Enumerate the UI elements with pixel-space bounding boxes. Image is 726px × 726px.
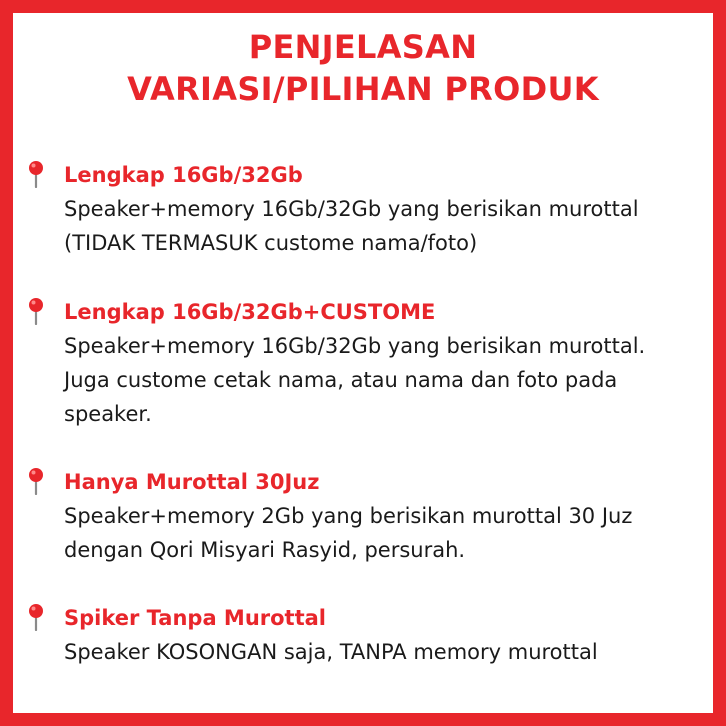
pushpin-icon [26,160,46,188]
description-line: (TIDAK TERMASUK custome nama/foto) [64,231,478,255]
item-description [64,192,639,260]
item-title: Spiker Tanpa Murottal [64,606,326,630]
item-description [64,635,598,669]
pushpin-icon [26,603,46,631]
description-line: Speaker+memory 16Gb/32Gb yang berisikan murottal [64,197,639,221]
pushpin-icon [26,467,46,495]
item-title: Hanya Murottal 30Juz [64,470,320,494]
description-line: speaker. [64,402,152,426]
page-title-line-2: VARIASI/PILIHAN PRODUK [127,70,599,108]
pushpin-icon [26,297,46,325]
description-line: Juga custome cetak nama, atau nama dan foto pada [64,368,618,392]
item-title: Lengkap 16Gb/32Gb+CUSTOME [64,300,436,324]
description-line: Speaker KOSONGAN saja, TANPA memory murottal [64,640,598,664]
description-line: Speaker+memory 16Gb/32Gb yang berisikan murottal. [64,334,646,358]
item-description [64,499,632,567]
description-line: dengan Qori Misyari Rasyid, persurah. [64,538,466,562]
description-line: Speaker+memory 2Gb yang berisikan murottal 30 Juz [64,504,633,528]
page-title-line-1: PENJELASAN [248,28,478,66]
item-title: Lengkap 16Gb/32Gb [64,163,303,187]
item-description [64,329,645,431]
